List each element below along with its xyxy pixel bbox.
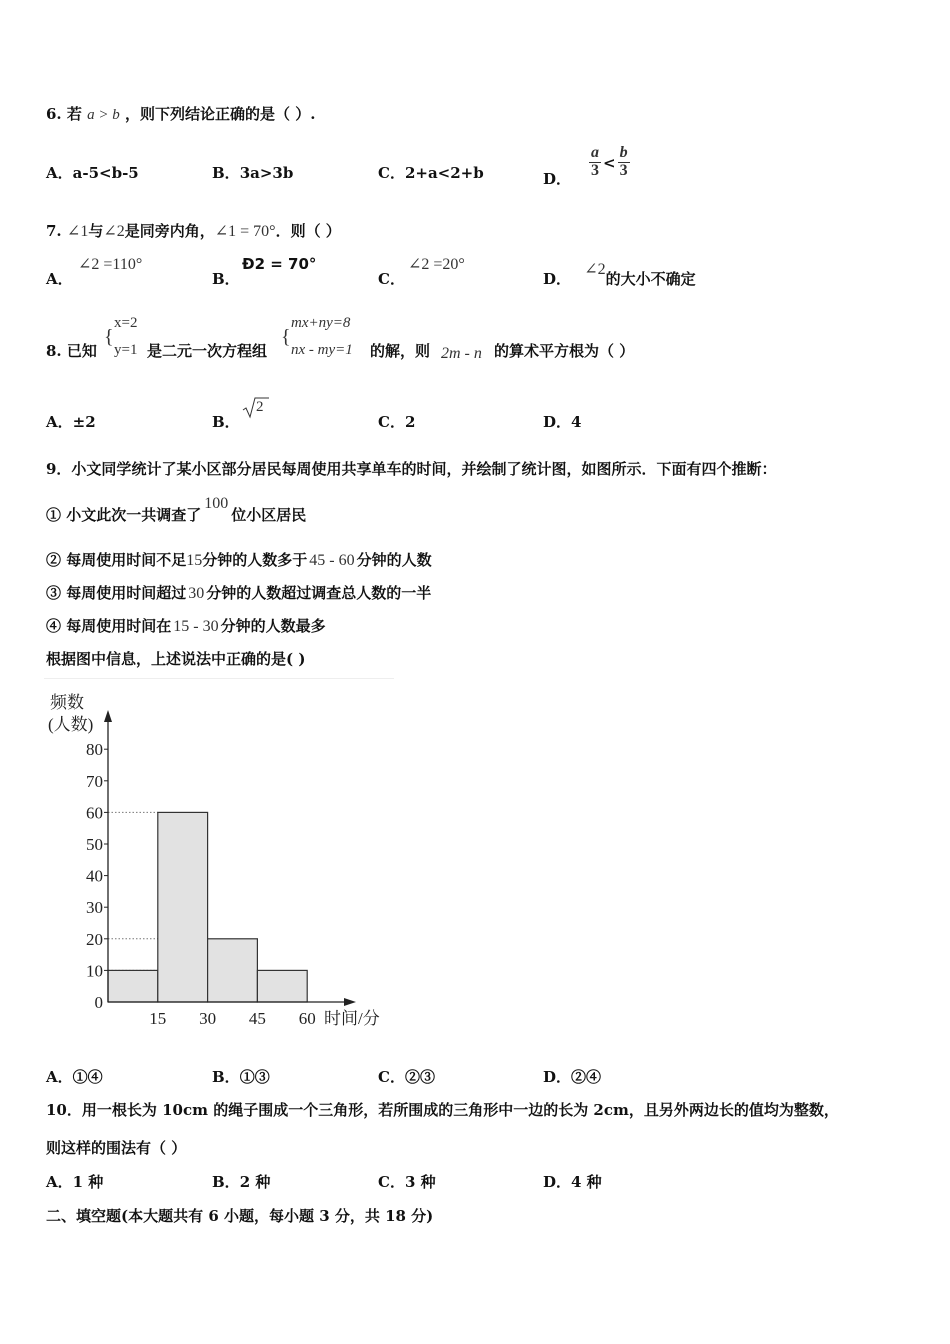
q7-option-c-text: ∠2 =20° [408,256,465,273]
q8-mid-text: 是二元一次方程组 [147,342,268,360]
q10-option-d [543,1171,602,1192]
q6-option-d [543,136,630,189]
option-text: ±2 [72,413,96,431]
question-6-stem [46,103,315,124]
y-tick-label: 40 [86,866,103,886]
x-tick-label: 45 [248,1009,266,1028]
option-label: C． [378,164,405,182]
q10-option-c [378,1171,436,1192]
q7-text: 是同旁内角， [124,222,215,240]
usage-time-histogram [40,684,400,1034]
fraction-numerator: a [591,144,600,162]
option-text: a-5<b-5 [72,164,139,182]
q6-post: ，则下列结论正确的是（ ）. [125,105,316,123]
option-label: D． [543,1173,572,1191]
option-label: C． [378,1173,405,1191]
option-text: ②④ [571,1068,602,1086]
angle-1-equation: ∠1 = 70° [214,223,276,240]
option-text: 1 种 [72,1173,104,1191]
q9-question: 根据图中信息，上述说法中正确的是( ) [46,650,306,668]
q8-option-d [543,411,581,432]
angle-2: ∠2 [584,261,606,278]
option-label: C． [378,1068,405,1086]
q10-stem-line-1: 10．用一根长为 10cm 的绳子围成一个三角形，若所围成的三角形中一边的长为 2cm，且另外两边长的值均为整数， [46,1101,839,1119]
option-text: 4 [571,413,582,431]
q8-prefix [46,340,97,361]
brace-icon: { [104,326,114,348]
option-label: B． [212,1068,240,1086]
q8-text: 已知 [66,342,97,360]
option-text: 3a>3b [239,164,294,182]
q8-option-a [46,411,96,432]
y-tick-label: 70 [86,771,103,791]
statement-text: 分钟的人数多于 [202,551,308,569]
option-label: D． [543,413,572,431]
y-axis-arrow-icon [104,710,112,722]
q9-statement-3 [46,582,431,603]
histogram-bars [108,812,307,1002]
statement-text: ③ 每周使用时间超过 [46,584,187,602]
chart-top-rule [44,678,394,679]
q9-option-a [46,1066,103,1087]
option-label: A． [46,1173,73,1191]
option-text: 2+a<2+b [404,164,484,182]
q7-option-a-text: ∠2 =110° [78,256,143,273]
q10-stem-line-2: 则这样的围法有（ ） [46,1139,187,1157]
q7-text: ．则（ ） [275,222,341,240]
option-label: B． [212,1173,240,1191]
option-label: A． [46,413,73,431]
q6-option-a [46,162,139,183]
q6-number: 6. [46,105,62,123]
option-text: 2 种 [239,1173,271,1191]
option-label: C． [378,413,405,431]
q8-post1: 的解，则 [370,342,431,360]
q9-option-b [212,1066,270,1087]
fraction-numerator: b [619,144,628,162]
y-tick-label: 80 [86,740,103,760]
q7-option-b-text: Ð2 = 70° [242,255,317,273]
option-label: D． [543,1068,572,1086]
x-axis-arrow-icon [344,998,356,1006]
statement-number: 30 [188,585,205,602]
statement-text: 分钟的人数超过调查总人数的一半 [206,584,432,602]
option-label: B． [212,164,240,182]
q8-option-b-label: B． [212,413,240,431]
option-label: A． [46,1068,73,1086]
option-text: 2 [404,413,416,431]
q8-option-c [378,411,415,432]
option-label: D． [543,170,572,188]
statement-number: 15 [186,552,203,569]
option-text: 3 种 [404,1173,436,1191]
q9-statement-1 [46,495,307,525]
q9-intro: 9．小文同学统计了某小区部分居民每周使用共享单车的时间，并绘制了统计图，如图所示．下面有四个推断： [46,460,777,478]
histogram-bar-0-15 [108,970,158,1002]
q7-option-d [543,261,696,289]
system-1-line-2: y=1 [114,342,138,358]
q8-post2: 的算术平方根为（ ） [494,342,635,360]
option-label: A． [46,164,73,182]
statement-text: ① 小文此次一共调查了 [46,506,202,524]
q9-option-c [378,1066,435,1087]
histogram-bar-30-45 [208,939,258,1002]
y-tick-label: 50 [86,835,103,854]
option-text: ②③ [404,1068,435,1086]
q9-option-d [543,1066,601,1087]
x-axis-title: 时间/分 [324,1009,380,1028]
option-label: D． [543,270,572,288]
q7-option-b-label: B． [212,270,240,288]
q9-statement-2 [46,549,432,570]
x-tick-label: 30 [199,1009,217,1028]
q7-option-c-label: C． [378,270,405,288]
statement-text: 分钟的人数 [356,551,432,569]
q6-option-b [212,162,293,183]
system-2-line-2: nx - my=1 [291,342,353,358]
fraction-denominator: 3 [619,162,628,179]
q6-pre: 若 [66,105,82,123]
y-tick-label: 30 [86,898,103,918]
q8-option-b-sqrt [242,396,270,420]
x-tick-label: 15 [149,1009,167,1028]
y-tick-label: 0 [94,993,103,1012]
statement-text: ④ 每周使用时间在 [46,617,172,635]
histogram-bar-45-60 [257,970,307,1002]
y-tick-label: 20 [86,929,103,949]
system-1-line-1: x=2 [114,315,138,331]
q7-text: 与 [88,222,104,240]
q10-option-b [212,1171,270,1192]
option-text: ①④ [72,1068,103,1086]
angle-2: ∠2 [103,223,125,240]
statement-text: 位小区居民 [231,506,307,524]
statement-number: 100 [204,495,229,512]
system-2-line-1: mx+ny=8 [291,315,351,331]
q7-option-a-label: A． [46,270,73,288]
y-axis-title-line-1: 频数 [50,693,84,712]
option-text: 4 种 [571,1173,602,1191]
less-than-sign: < [603,153,616,172]
option-text: ①③ [239,1068,270,1086]
question-7-stem [46,220,341,241]
statement-text: 分钟的人数最多 [220,617,326,635]
q9-statement-4 [46,615,326,636]
statement-range: 15 - 30 [173,618,219,635]
section-2-heading: 二、填空题(本大题共有 6 小题，每小题 3 分，共 18 分) [46,1207,434,1225]
y-axis-title-line-2: (人数) [48,715,94,734]
x-tick-label: 60 [298,1009,316,1028]
q7-number: 7. [46,222,62,240]
y-tick-label: 60 [86,803,103,823]
brace-icon: { [281,326,291,348]
q8-expression: 2m - n [441,345,482,362]
q8-number: 8. [46,342,62,360]
y-tick-label: 10 [86,961,103,981]
angle-1: ∠1 [66,223,89,240]
q6-condition: a > b [87,107,120,123]
fraction-a-over-3 [589,145,601,180]
histogram-bar-15-30 [158,812,208,1002]
q6-option-c [378,162,484,183]
statement-text: ② 每周使用时间不足 [46,551,187,569]
option-text: 的大小不确定 [605,270,696,288]
statement-range: 45 - 60 [309,552,355,569]
q10-option-a [46,1171,103,1192]
fraction-denominator: 3 [591,162,600,179]
fraction-b-over-3 [618,145,630,180]
sqrt-radicand: 2 [256,399,264,415]
